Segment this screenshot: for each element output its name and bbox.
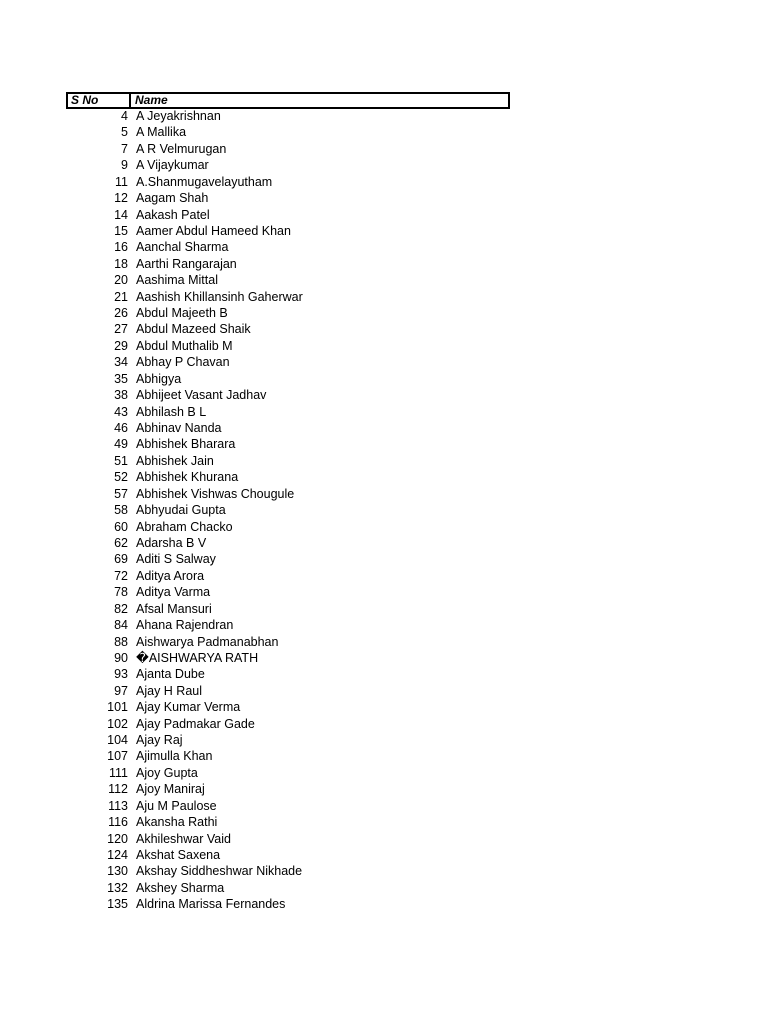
table-row (66, 371, 510, 387)
row-name: A Jeyakrishnan (136, 109, 221, 123)
row-name: Aarthi Rangarajan (136, 256, 237, 271)
row-name: Ajanta Dube (136, 667, 205, 682)
table-row (66, 338, 510, 354)
row-serial-number: 34 (114, 355, 128, 370)
row-serial-number: 82 (114, 601, 128, 616)
row-name: Abhijeet Vasant Jadhav (136, 388, 267, 403)
row-serial-number: 97 (114, 683, 128, 698)
row-name: Abhishek Khurana (136, 470, 239, 485)
table-row (66, 863, 510, 879)
row-name: Akshay Siddheshwar Nikhade (136, 864, 303, 879)
row-serial-number: 57 (114, 486, 128, 501)
row-name: Aanchal Sharma (136, 240, 229, 255)
row-name: Adarsha B V (136, 535, 207, 550)
row-serial-number: 104 (107, 733, 128, 748)
row-name: Ajay H Raul (136, 683, 202, 698)
row-name: Akhileshwar Vaid (136, 831, 231, 846)
table-row (66, 239, 510, 255)
table-row (66, 486, 510, 502)
row-name: Abhinav Nanda (136, 421, 222, 436)
table-row (66, 190, 510, 206)
row-serial-number: 88 (114, 634, 128, 649)
table-row (66, 469, 510, 485)
row-serial-number: 78 (114, 585, 128, 600)
row-serial-number: 15 (114, 223, 128, 238)
row-name: Abdul Muthalib M (136, 338, 233, 353)
row-name: Abhishek Jain (136, 453, 214, 468)
row-serial-number: 120 (107, 831, 128, 846)
table-header (66, 92, 510, 109)
table-row (66, 321, 510, 337)
table-row (66, 650, 510, 666)
table-row (66, 141, 510, 157)
table-row (66, 502, 510, 518)
row-name: Aditya Arora (136, 568, 205, 583)
row-serial-number: 93 (114, 667, 128, 682)
row-name: Ajoy Gupta (136, 765, 198, 780)
table-row (66, 535, 510, 551)
row-name: Ajay Padmakar Gade (136, 716, 255, 731)
table-row (66, 666, 510, 682)
table-row (66, 404, 510, 420)
row-name: Ajay Raj (136, 733, 183, 748)
row-serial-number: 58 (114, 503, 128, 518)
row-name: Abdul Mazeed Shaik (136, 322, 251, 337)
row-name: A Vijaykumar (136, 158, 209, 173)
row-serial-number: 111 (108, 765, 128, 780)
row-serial-number: 135 (107, 897, 128, 912)
row-name: Abhigya (136, 371, 182, 386)
row-serial-number: 107 (107, 749, 128, 764)
table-row (66, 124, 510, 140)
name-list-sheet (66, 92, 510, 912)
row-serial-number: 51 (114, 453, 128, 468)
row-serial-number: 116 (108, 815, 128, 830)
row-serial-number: 49 (114, 437, 128, 452)
table-row (66, 716, 510, 732)
table-row (66, 420, 510, 436)
row-name: Aditi S Salway (136, 552, 216, 567)
row-name: Aagam Shah (136, 191, 209, 206)
row-name: Ajimulla Khan (136, 749, 213, 764)
row-name: Akshey Sharma (136, 880, 225, 895)
row-serial-number: 7 (121, 141, 128, 156)
row-serial-number: 130 (107, 864, 128, 879)
table-row (66, 256, 510, 272)
row-serial-number: 14 (114, 207, 128, 222)
row-serial-number: 27 (114, 322, 128, 337)
row-serial-number: 16 (114, 240, 128, 255)
row-serial-number: 84 (114, 618, 128, 633)
table-row (66, 880, 510, 896)
table-row (66, 781, 510, 797)
row-serial-number: 124 (107, 847, 128, 862)
table-row (66, 174, 510, 190)
row-serial-number: 101 (107, 700, 128, 715)
row-name: Abhay P Chavan (136, 355, 230, 370)
row-name: Abraham Chacko (136, 519, 233, 534)
row-serial-number: 46 (114, 421, 128, 436)
row-serial-number: 35 (114, 371, 128, 386)
row-name: A R Velmurugan (136, 141, 227, 156)
column-header-sno: S No (68, 94, 131, 107)
row-serial-number: 29 (114, 338, 128, 353)
row-name: Aashish Khillansinh Gaherwar (136, 289, 303, 304)
table-body (66, 108, 510, 913)
table-row (66, 289, 510, 305)
row-serial-number: 102 (107, 716, 128, 731)
row-serial-number: 20 (114, 273, 128, 288)
row-serial-number: 112 (108, 782, 128, 797)
row-serial-number: 11 (115, 174, 128, 189)
row-name: A.Shanmugavelayutham (136, 174, 273, 189)
table-row (66, 157, 510, 173)
table-row (66, 387, 510, 403)
row-name: Aju M Paulose (136, 798, 217, 813)
row-name: Abhilash B L (136, 404, 207, 419)
row-serial-number: 52 (114, 470, 128, 485)
row-name: Ahana Rajendran (136, 618, 234, 633)
row-name: Akshat Saxena (136, 847, 221, 862)
table-row (66, 601, 510, 617)
table-row (66, 354, 510, 370)
table-row (66, 453, 510, 469)
table-row (66, 634, 510, 650)
table-row (66, 108, 510, 124)
row-serial-number: 132 (107, 880, 128, 895)
table-row (66, 617, 510, 633)
row-name: Aashima Mittal (136, 273, 218, 288)
row-serial-number: 69 (114, 552, 128, 567)
table-row (66, 436, 510, 452)
row-serial-number: 62 (114, 535, 128, 550)
row-serial-number: 4 (121, 109, 128, 123)
table-row (66, 699, 510, 715)
table-row (66, 223, 510, 239)
table-row (66, 519, 510, 535)
table-row (66, 584, 510, 600)
row-name: Aamer Abdul Hameed Khan (136, 223, 291, 238)
table-row (66, 798, 510, 814)
row-name: Aakash Patel (136, 207, 210, 222)
row-serial-number: 60 (114, 519, 128, 534)
row-name: Aldrina Marissa Fernandes (136, 897, 286, 912)
table-row (66, 831, 510, 847)
row-name: Abhishek Bharara (136, 437, 236, 452)
row-serial-number: 9 (121, 158, 128, 173)
row-name: Abhyudai Gupta (136, 503, 226, 518)
row-serial-number: 90 (114, 650, 128, 665)
table-row (66, 551, 510, 567)
row-name: Ajoy Maniraj (136, 782, 205, 797)
row-serial-number: 43 (114, 404, 128, 419)
table-row (66, 847, 510, 863)
row-name: Aishwarya Padmanabhan (136, 634, 279, 649)
row-name: �AISHWARYA RATH (136, 650, 259, 665)
row-serial-number: 113 (108, 798, 128, 813)
row-name: Ajay Kumar Verma (136, 700, 241, 715)
table-row (66, 814, 510, 830)
row-name: Abhishek Vishwas Chougule (136, 486, 295, 501)
row-serial-number: 18 (114, 256, 128, 271)
row-serial-number: 21 (114, 289, 128, 304)
row-name: Afsal Mansuri (136, 601, 212, 616)
table-row (66, 305, 510, 321)
table-row (66, 272, 510, 288)
table-row (66, 568, 510, 584)
row-name: Abdul Majeeth B (136, 306, 228, 321)
row-serial-number: 38 (114, 388, 128, 403)
row-serial-number: 72 (114, 568, 128, 583)
table-row (66, 896, 510, 912)
row-name: Aditya Varma (136, 585, 211, 600)
row-name: A Mallika (136, 125, 187, 140)
table-row (66, 207, 510, 223)
table-row (66, 732, 510, 748)
row-serial-number: 12 (114, 191, 128, 206)
row-serial-number: 5 (121, 125, 128, 140)
column-header-name: Name (135, 93, 168, 107)
table-row (66, 683, 510, 699)
row-serial-number: 26 (114, 306, 128, 321)
table-row (66, 765, 510, 781)
row-name: Akansha Rathi (136, 815, 218, 830)
table-row (66, 748, 510, 764)
